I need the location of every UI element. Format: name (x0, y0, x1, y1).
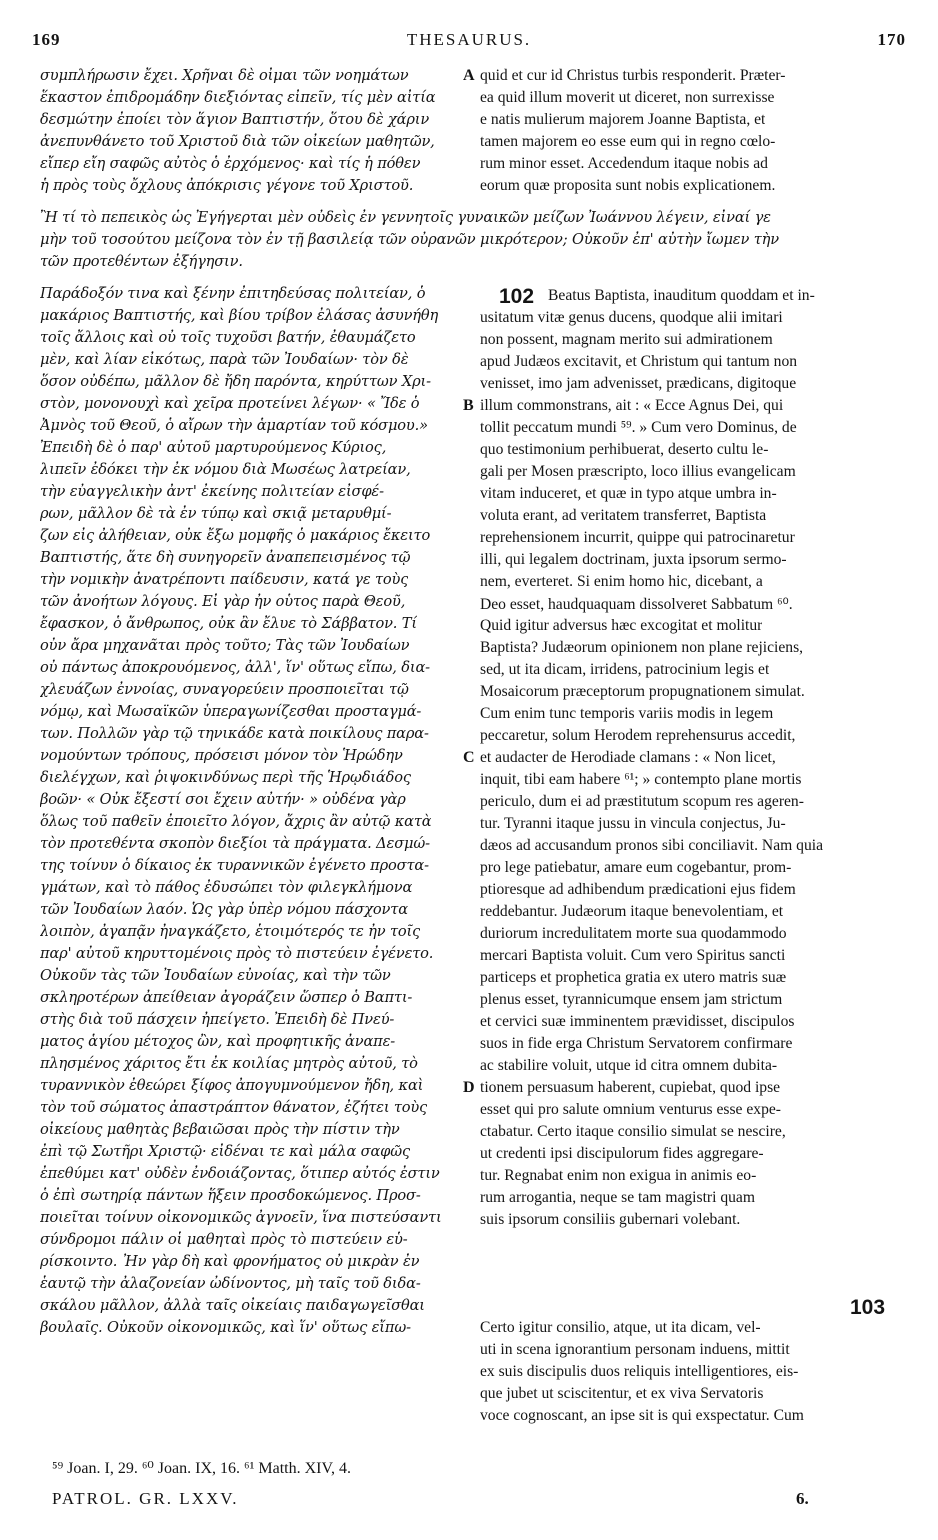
running-title: THESAURUS. (406, 30, 532, 49)
text-line: eorum quæ proposita sunt nobis explicationem. (480, 177, 776, 194)
text-line: τυραννικὸν ἐθεώρει ξίφος ἀπογυμνούμενον ἤδη, καὶ (40, 1077, 424, 1094)
text-line: οἰκείους μαθητὰς βεβαιῶσαι πρὸς τὴν πίστιν τὴν (40, 1121, 400, 1138)
text-line: tamen majorem eo esse eum qui in regno cœlo- (480, 133, 776, 150)
text-line: Mosaicorum præceptorum propugnationem simulat. (480, 683, 805, 700)
page-number-left: 169 (32, 30, 61, 49)
text-line: ἑαυτῷ τὴν ἀλαζονείαν ὠδίνοντος, μὴ ταῖς τοῦ διδα- (40, 1275, 421, 1292)
text-line: Cum enim tunc temporis variis modis in legem (480, 705, 774, 722)
text-line: οὐ πάντως ἀποκρουόμενος, ἀλλ', ἵν' οὕτως εἴπω, δια- (40, 659, 430, 676)
text-line: σκληροτέρων ἀπείθειαν ἀγοράζειν ὥσπερ ὁ Βαπτι- (40, 989, 413, 1006)
text-line: Certo igitur consilio, atque, ut ita dicam, vel- (480, 1319, 761, 1336)
text-line: τὴν νομικὴν ἀνατρέποντι παίδευσιν, κατά γε τοὺς (40, 571, 409, 588)
text-line: reddebantur. Judæorum itaque benevolentiam, et (480, 903, 784, 920)
text-line: τὸν προτεθέντα σκοπὸν διεξίοι τὰ πράγματα. Δεσμώ- (40, 835, 430, 852)
text-line: στὴς διὰ τοῦ πάσχειν ἠπείγετο. Ἐπειδὴ δὲ Πνεύ- (40, 1011, 395, 1028)
text-line: ea quid illum moverit ut diceret, non surrexisse (480, 89, 775, 106)
text-line: ρίσκοιντο. Ἦν γὰρ δὴ καὶ φρονήματος οὐ μικρὰν ἐν (40, 1253, 420, 1270)
text-line: Παράδοξόν τινα καὶ ξένην ἐπιτηδεύσας πολιτείαν, ὁ (40, 285, 426, 302)
text-line: tur. Regnabat enim non exigua in animis eo- (480, 1167, 757, 1184)
text-line: ac stabilire voluit, utque id citra omnem dubita- (480, 1057, 778, 1074)
text-line: ut credenti ipsi discipulorum fides aggregare- (480, 1145, 764, 1162)
text-line: νομούντων τρόπους, πρόσεισι μόνον τὸν Ἡρώδην (40, 747, 403, 764)
text-line: βουλαῖς. Οὐκοῦν οἰκονομικῶς, καὶ ἵν' οὕτως εἴπω- (40, 1319, 411, 1336)
text-line: voce cognoscant, an ipse sit is qui exspectatur. Cum (480, 1407, 804, 1424)
text-line: duriorum incredulitatem morte sua quodammodo (480, 925, 787, 942)
text-line: ctabatur. Certo itaque consilio simulat se nescire, (480, 1123, 786, 1140)
text-line: que jubet ut sciscitentur, et ex viva Servatoris (480, 1385, 764, 1402)
text-line: λοιπὸν, ἀγαπᾷν ἠναγκάζετο, ἑτοιμότερός τε ἦν τοῖς (40, 923, 421, 940)
text-line: ἐπεθύμει κατ' οὐδὲν ἐνδοιάζοντας, ὅτιπερ αὐτός ἐστιν (40, 1165, 440, 1182)
text-line: plenus esset, tyrannicumque ensem jam strictum (480, 991, 783, 1008)
text-line: ἀνεπυνθάνετο τοῦ Χριστοῦ διὰ τῶν οἰκείων μαθητῶν, (40, 133, 435, 150)
margin-letter-d: D (463, 1079, 475, 1096)
text-line: vitam induceret, et quæ in typo atque umbra in- (480, 485, 777, 502)
text-line: μὲν, καὶ λίαν εἰκότως, παρὰ τῶν Ἰουδαίων· τὸν δὲ (40, 351, 409, 368)
text-line: ex suis discipulis duos reliquis intelligentiores, eis- (480, 1363, 799, 1380)
text-line: ἕκαστον ἐπιδρομάδην διεξιόντας εἰπεῖν, τίς μὲν αἰτία (40, 89, 436, 106)
text-line: venisset, imo jam advenisset, prædicans, digitoque (480, 375, 797, 392)
text-line: μὴν τοῦ τοσούτου μείζονα τὸν ἐν τῇ βασιλείᾳ τῶν οὐρανῶν μικρότερον; Οὐκοῦν ἐπ' αὐτὴν ἴωμεν τὴν (40, 231, 779, 248)
text-line: ἔφασκον, ὁ ἄνθρωπος, οὐκ ἂν ἔλυε τὸ Σάββατον. Τί (40, 615, 417, 632)
text-line: ὅσον οὐδέπω, μᾶλλον δὲ ἤδη παρόντα, κηρύττων Χρι- (40, 373, 431, 390)
text-line: suos in fide erga Christum Servatorem confirmare (480, 1035, 793, 1052)
text-line: σκάλου μᾶλλον, ἀλλὰ ταῖς οἰκείαις παιδαγωγεῖσθαι (40, 1297, 425, 1314)
text-line: στὸν, μονονουχὶ καὶ χεῖρα προτείνει λέγων· « Ἴδε ὁ (40, 395, 420, 412)
text-line: πλησμένος χάριτος ἔτι ἐκ κοιλίας μητρὸς αὐτοῦ, τὸ (40, 1055, 418, 1072)
text-line: ἡ πρὸς τοὺς ὄχλους ἀπόκρισις γέγονε τοῦ Χριστοῦ. (40, 177, 414, 194)
text-line: ὅλως τοῦ παθεῖν ἐποιεῖτο λόγον, ἄχρις ἂν αὐτῷ κατὰ (40, 813, 432, 830)
text-line: χλευάζων ἐννοίας, συναγορεύειν προσποιεῖται τῷ (40, 681, 409, 698)
printer-signature: PATROL. GR. LXXV. (52, 1489, 239, 1508)
text-line: Baptista? Judæorum opinionem non plane rejiciens, (480, 639, 804, 656)
text-line: τῶν ἀνοήτων λόγους. Εἰ γὰρ ἦν οὗτος παρὰ Θεοῦ, (40, 593, 406, 610)
text-line: δεσμώτην ἐποίει τὸν ἅγιον Βαπτιστήν, ὅτου δὲ χάριν (40, 111, 430, 128)
text-line: suis ipsorum consiliis gubernari volebant. (480, 1211, 741, 1228)
text-line: rum minor esset. Accedendum itaque nobis ad (480, 155, 768, 172)
text-line: τοῖς ἄλλοις καὶ οὐ τοῖς τυχοῦσι βατήν, ἐθαυμάζετο (40, 329, 416, 346)
text-line: Ἐπειδὴ δὲ ὁ παρ' αὐτοῦ μαρτυρούμενος Κύριος, (40, 439, 387, 456)
text-line: τῶν προτεθέντων ἐξήγησιν. (40, 253, 243, 270)
text-line: Quid igitur adversus hæc excogitat et molitur (480, 617, 763, 634)
text-line: γμάτων, καὶ τὸ πάθος ἐδυσώπει τὸν φιλεγκλήμονα (40, 879, 413, 896)
text-line: illum commonstrans, ait : « Ecce Agnus Dei, qui (480, 397, 784, 414)
text-line: ἐπὶ τῷ Σωτῆρι Χριστῷ· εἰδέναι τε καὶ μάλα σαφῶς (40, 1143, 411, 1160)
text-line: esset qui pro salute omnium venturus esse expe- (480, 1101, 781, 1118)
text-line: periculo, dum ei ad præstitutum scopum res ageren- (480, 793, 804, 810)
text-line: quo testimonium perhibuerat, deserto cultu le- (480, 441, 769, 458)
text-line: Beatus Baptista, inauditum quoddam et in- (548, 287, 815, 304)
text-line: non possent, magnam merito sui admirationem (480, 331, 773, 348)
text-line: σύνδρομοι πάλιν οἱ μαθηταὶ πρὸς τὸ πιστεύειν εὑ- (40, 1231, 408, 1248)
text-line: et cervici suæ imminentem prævidisset, discipulos (480, 1013, 795, 1030)
section-number-102: 102 (499, 285, 535, 308)
section-number-103: 103 (850, 1296, 886, 1319)
text-line: dæos ad accusandum pronos sibi conciliavit. Nam quia (480, 837, 823, 854)
margin-letter-b: B (463, 397, 474, 414)
running-header (32, 30, 906, 56)
text-line: ζων εἰς ἀλήθειαν, οὐκ ἔξω μομφῆς ὁ μακάριος ἔκειτο (40, 527, 431, 544)
text-line: παρ' αὐτοῦ κηρυττομένοις πρὸς τὸ πιστεύειν ἐγένετο. (40, 945, 434, 962)
text-line: sed, ut ita dicam, irridens, patrocinium legis et (480, 661, 770, 678)
text-line: pro lege patiebatur, amare eum cogebantur, prom- (480, 859, 792, 876)
text-line: Ἀμνὸς τοῦ Θεοῦ, ὁ αἴρων τὴν ἁμαρτίαν τοῦ κόσμου.» (40, 417, 428, 434)
text-line: inquit, tibi eam habere ⁶¹; » contempto plane mortis (480, 771, 802, 788)
text-line: rum arrogantia, neque se tam magistri quam (480, 1189, 755, 1206)
text-line: reprehensionem incurrit, quippe qui patrocinaretur (480, 529, 795, 546)
text-line: e natis mulierum majorem Joanne Baptista, et (480, 111, 766, 128)
text-line: Βαπτιστής, ἅτε δὴ συνηγορεῖν ἀναπεπεισμένος τῷ (40, 549, 411, 566)
text-line: particeps et prophetica gratia ex utero matris suæ (480, 969, 787, 986)
text-line: tollit peccatum mundi ⁵⁹. » Cum vero Dominus, de (480, 419, 797, 436)
page-number-right: 170 (877, 30, 906, 49)
text-line: apud Judæos excitavit, et Christum qui tantum non (480, 353, 798, 370)
text-line: τῶν Ἰουδαίων λαόν. Ὡς γὰρ ὑπὲρ νόμου πάσχοντα (40, 901, 408, 918)
text-line: Ἢ τί τὸ πεπεικὸς ὡς Ἐγήγερται μὲν οὐδεὶς ἐν γεννητοῖς γυναικῶν μείζων Ἰωάννου λέγειν, εἶναί γε (40, 209, 771, 226)
text-line: λιπεῖν ἐδόκει τὴν ἐκ νόμου διὰ Μωσέως λατρείαν, (40, 461, 411, 478)
text-line: τὴν εὐαγγελικὴν ἀντ' ἐκείνης πολιτείαν εἰσφέ- (40, 483, 384, 500)
text-line: συμπλήρωσιν ἔχει. Χρῆναι δὲ οἶμαι τῶν νοημάτων (40, 67, 409, 84)
text-line: Οὐκοῦν τὰς τῶν Ἰουδαίων εὐνοίας, καὶ τὴν τῶν (40, 967, 391, 984)
signature-mark: 6. (796, 1489, 809, 1508)
text-line: εἴπερ εἴη σαφῶς αὐτὸς ὁ ἐρχόμενος· καὶ τίς ἡ πόθεν (40, 155, 421, 172)
text-line: usitatum vitæ genus ducens, quodque alii imitari (480, 309, 783, 326)
text-line: Deo esset, haudquaquam dissolveret Sabbatum ⁶⁰. (480, 596, 793, 613)
text-line: uti in scena ignorantium personam induens, mittit (480, 1341, 790, 1358)
text-line: της τοίνυν ὁ δίκαιος ἐκ τυραννικῶν ἐγένετο προστα- (40, 857, 429, 874)
text-line: τὸν τοῦ σώματος ἀπαστράπτον θάνατον, ἐζήτει τοὺς (40, 1099, 428, 1116)
text-line: tionem persuasum haberent, cupiebat, quod ipse (480, 1079, 781, 1096)
text-line: διελέγχων, καὶ ῥιψοκινδύνως περὶ τῆς Ἡρῳδιάδος (40, 769, 411, 786)
text-line: ποιεῖται τοίνυν οἰκονομικῶς ἀγνοεῖν, ἵνα πιστεύσαντι (40, 1209, 442, 1226)
text-line: ρων, μᾶλλον δὲ τὰ ἐν τύπῳ καὶ σκιᾷ μεταρυθμί- (40, 505, 392, 522)
footnotes: ⁵⁹ Joan. I, 29. ⁶⁰ Joan. IX, 16. ⁶¹ Matth. XIV, 4. (52, 1460, 351, 1477)
text-line: illi, qui legalem doctrinam, juxta ipsorum sermo- (480, 551, 787, 568)
text-line: οὖν ἄρα μηχανᾶται πρὸς τοῦτο; Τὰς τῶν Ἰουδαίων (40, 637, 410, 654)
margin-letter-c: C (463, 749, 475, 766)
text-line: ὁ ἐπὶ σωτηρίᾳ πάντων ἥξειν προσδοκώμενος. Προσ- (40, 1187, 421, 1204)
text-line: gali per Mosen præscripto, loco illius evangelicam (480, 463, 796, 480)
margin-letter-a: A (463, 67, 475, 84)
text-line: tur. Tyranni itaque jussu in vincula conjectus, Ju- (480, 815, 786, 832)
text-line: νόμῳ, καὶ Μωσαϊκῶν ὑπεραγωνίζεσθαι προσταγμά- (40, 703, 422, 720)
text-line: mercari Baptista voluit. Cum vero Spiritus sancti (480, 947, 786, 964)
text-line: ptioresque ad adhibendum prædicationi ejus fidem (480, 881, 796, 898)
text-line: μακάριος Βαπτιστής, καὶ βίου τρίβον ἐλάσας ἀσυνήθη (40, 307, 439, 324)
text-line: nem, everteret. Si enim homo hic, dicebant, a (480, 573, 763, 590)
text-line: βοῶν· « Οὐκ ἔξεστί σοι ἔχειν αὐτήν· » οὐδένα γὰρ (40, 791, 406, 808)
text-line: peccaretur, solum Herodem reprehensurus accedit, (480, 727, 796, 744)
text-line: quid et cur id Christus turbis responderit. Præter- (480, 67, 786, 84)
text-line: ματος ἁγίου μέτοχος ὢν, καὶ προφητικῆς ἀναπε- (40, 1033, 396, 1050)
text-line: voluta erant, ad veritatem transferret, Baptista (480, 507, 767, 524)
text-line: των. Πολλῶν γὰρ τῷ τηνικάδε κατὰ ποικίλους παρα- (40, 725, 429, 742)
text-line: et audacter de Herodiade clamans : « Non licet, (480, 749, 776, 766)
